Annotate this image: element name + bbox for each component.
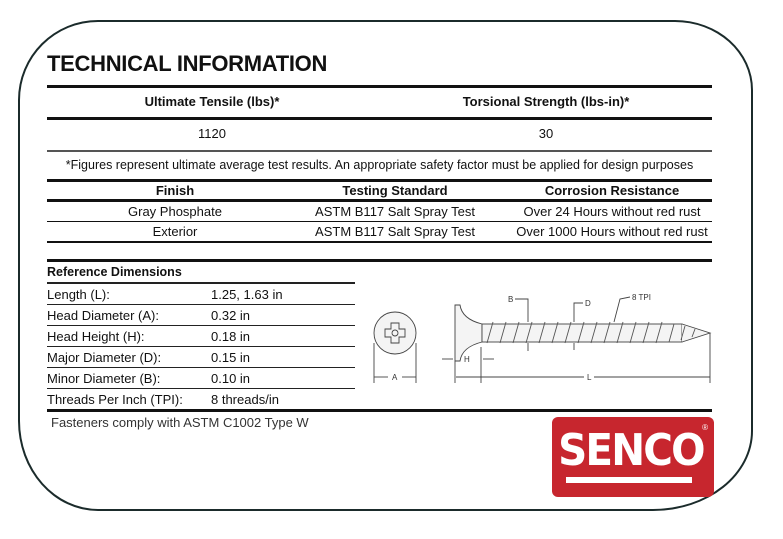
divider (47, 388, 355, 389)
screw-diagram (362, 285, 722, 385)
divider (47, 241, 712, 243)
divider (47, 325, 355, 326)
dimension-value-head-height: 0.18 in (211, 329, 251, 344)
divider (47, 85, 712, 88)
registered-mark-icon: ® (702, 423, 708, 432)
corrosion-cell: Over 1000 Hours without red rust (516, 224, 708, 239)
header-finish: Finish (155, 183, 195, 198)
corrosion-cell: Over 24 Hours without red rust (523, 204, 701, 219)
header-torsional-strength: Torsional Strength (lbs-in)* (462, 94, 630, 109)
divider (47, 150, 712, 152)
testing-standard-cell: ASTM B117 Salt Spray Test (315, 204, 475, 219)
reference-heading: Reference Dimensions (47, 265, 182, 279)
logo-underline (566, 477, 692, 483)
divider (47, 367, 355, 368)
dimension-value-length: 1.25, 1.63 in (211, 287, 283, 302)
header-corrosion-resistance: Corrosion Resistance (544, 183, 680, 198)
dimension-label-head-diameter: Head Diameter (A): (47, 308, 159, 323)
value-ultimate-tensile: 1120 (198, 126, 226, 141)
value-torsional-strength: 30 (538, 126, 554, 141)
header-testing-standard: Testing Standard (342, 183, 448, 198)
dimension-label-minor-diameter: Minor Diameter (B): (47, 371, 161, 386)
dimension-value-major-diameter: 0.15 in (211, 350, 251, 365)
divider (47, 409, 712, 412)
senco-logo (552, 417, 714, 497)
dimension-label-length: Length (L): (47, 287, 110, 302)
dimension-label-head-height: Head Height (H): (47, 329, 145, 344)
header-ultimate-tensile: Ultimate Tensile (lbs)* (144, 94, 280, 109)
label-tpi: 8 TPI (632, 293, 651, 302)
label-h: H (464, 355, 470, 364)
dimension-value-minor-diameter: 0.10 in (211, 371, 251, 386)
dimension-label-tpi: Threads Per Inch (TPI): (47, 392, 183, 407)
divider (47, 117, 712, 120)
dimension-value-tpi: 8 threads/in (211, 392, 279, 407)
divider (47, 259, 712, 262)
divider (47, 304, 355, 305)
finish-cell: Exterior (152, 224, 198, 239)
testing-standard-cell: ASTM B117 Salt Spray Test (315, 224, 475, 239)
screw-head-icon (374, 312, 416, 354)
finish-cell: Gray Phosphate (128, 204, 222, 219)
logo-text: SENCO (558, 425, 704, 476)
divider (47, 346, 355, 347)
dimension-value-head-diameter: 0.32 in (211, 308, 251, 323)
divider (47, 282, 355, 284)
divider (47, 221, 712, 222)
footnote: *Figures represent ultimate average test results. An appropriate safety factor must be applied for design purposes (65, 158, 694, 172)
divider (47, 199, 712, 202)
label-a: A (392, 373, 398, 382)
compliance-note: Fasteners comply with ASTM C1002 Type W (51, 415, 309, 430)
label-l: L (587, 373, 592, 382)
page-title: TECHNICAL INFORMATION (47, 51, 328, 76)
dimension-label-major-diameter: Major Diameter (D): (47, 350, 162, 365)
label-d: D (585, 299, 591, 308)
divider (47, 179, 712, 182)
label-b: B (508, 295, 514, 304)
